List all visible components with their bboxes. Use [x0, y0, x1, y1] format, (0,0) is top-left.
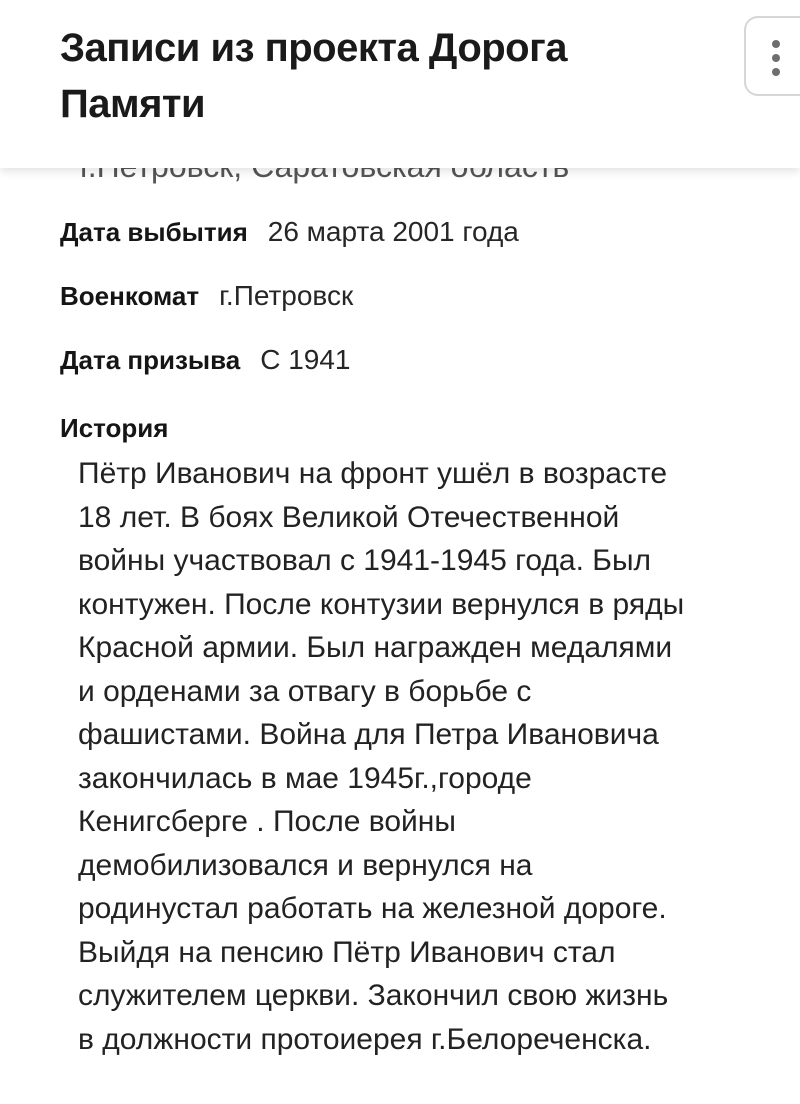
field-row-discharge-date: [60, 200, 760, 264]
field-label: Военкомат: [60, 280, 200, 311]
field-label: Дата призыва: [60, 344, 241, 375]
more-vertical-icon: [772, 40, 782, 82]
more-options-button[interactable]: [744, 16, 800, 96]
app-header: [0, 0, 800, 168]
field-row-conscription-date: [60, 328, 760, 392]
page-title: Записи из проекта Дорога Памяти: [60, 26, 568, 126]
record-details: [60, 200, 760, 1061]
field-label: Дата выбытия: [60, 216, 248, 247]
field-value: г.Петровск: [219, 280, 354, 311]
story-text: Пётр Иванович на фронт ушёл в возрасте 18 лет. В боях Великой Отечественной войны участвовал с 1941-1945 года. Был контужен. После контузии вернулся в ряды Красной армии. Был награжден медалями и орденами за отвагу в борьбе с фашистами. Война для Петра Ивановича закончилась в мае 1945г.,городе Кенигсберге . После войны демобилизовался и вернулся на родинустал работать на железной дороге. Выйдя на пенсию Пётр Иванович стал служителем церкви. Закончил свою жизнь в должности протоиерея г.Белореченска.: [78, 457, 685, 1056]
field-value: С 1941: [260, 344, 351, 375]
story-heading: История: [60, 413, 169, 443]
field-value: 26 марта 2001 года: [267, 216, 519, 247]
field-row-enlistment-office: [60, 264, 760, 328]
